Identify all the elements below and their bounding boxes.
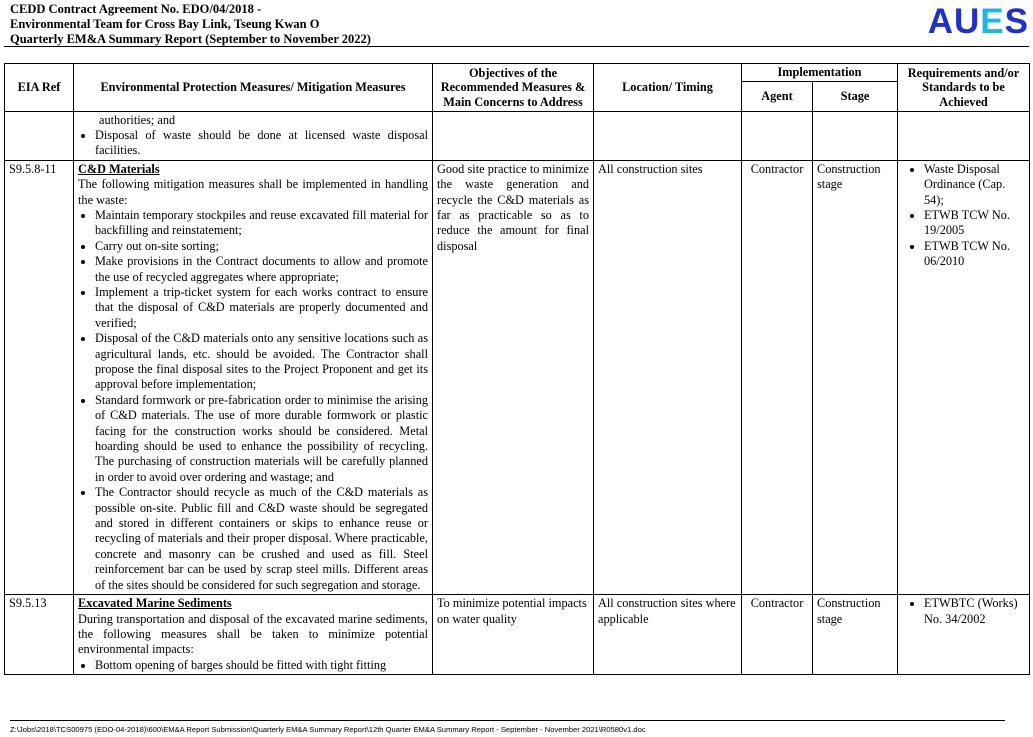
table-row — [5, 160, 1030, 594]
measures-cell — [74, 160, 433, 594]
list-item: • Implement a trip-ticket system for each works contract to ensure that the disposal of C&D materials are properly documented and verified; — [95, 285, 428, 331]
list-item: • Waste Disposal Ordinance (Cap. 54); — [924, 162, 1025, 208]
list-item: • Maintain temporary stockpiles and reuse excavated fill material for backfilling and reinstatement; — [95, 208, 428, 239]
section-intro: During transportation and disposal of the excavated marine sediments, the following measures shall be taken to minimize potential environmental impacts: — [78, 611, 428, 657]
header-line-team: Environmental Team for Cross Bay Link, Tseung Kwan O — [10, 17, 320, 31]
table-row — [5, 111, 1030, 160]
header-stage: Stage — [813, 81, 898, 111]
footer-file-path: Z:\Jobs\2018\TCS00975 (EDO-04-2018)\600\EM&A Report Submission\Quarterly EM&A Summary Report\12th Quarter EM&A Summary Report - September - November 2021\R0580v1.doc — [10, 725, 646, 734]
list-item: • ETWBTC (Works) No. 34/2002 — [924, 596, 1025, 627]
header-measures: Environmental Protection Measures/ Mitigation Measures — [74, 64, 433, 112]
section-intro: The following mitigation measures shall be implemented in handling the waste: — [78, 177, 428, 207]
agent-cell: Contractor — [742, 160, 813, 594]
list-item: • Standard formwork or pre-fabrication order to minimise the arising of C&D materials. The use of more durable formwork or plastic facing for the construction works should be considered. Metal hoarding should be used to enhance the possibility of recycling. The purchasing of construction materials will be carefully planned in order to avoid over ordering and wastage; and — [95, 393, 428, 485]
header-agent: Agent — [742, 81, 813, 111]
list-item: • Disposal of the C&D materials onto any sensitive locations such as agricultural lands, etc. should be avoided. The Contractor shall propose the final disposal sites to the Project Proponent and get its approval before implementation; — [95, 331, 428, 393]
section-title: Excavated Marine Sediments — [78, 596, 232, 611]
list-item: • Bottom opening of barges should be fitted with tight fitting — [95, 658, 428, 673]
objective-cell: To minimize potential impacts on water quality — [433, 595, 594, 675]
header-location: Location/ Timing — [594, 64, 742, 112]
requirements-cell — [898, 595, 1030, 675]
continued-text: authorities; and — [99, 112, 176, 127]
requirements-cell — [898, 160, 1030, 594]
list-item: • The Contractor should recycle as much of the C&D materials as possible on-site. Public fill and C&D waste should be segregated and stored in different containers or skips to enhance reuse or recycling of materials and their proper disposal. Where practicable, concrete and masonry can be crushed and used as fill. Steel reinforcement bar can be used by scrap steel mills. Different areas of the sites should be considered for such segregation and storage. — [95, 485, 428, 593]
header-implementation: Implementation — [742, 64, 898, 82]
measures-cell — [74, 111, 433, 160]
table-row — [5, 595, 1030, 675]
list-item: • Make provisions in the Contract documents to allow and promote the use of recycled aggregates where appropriate; — [95, 254, 428, 285]
header-line-report: Quarterly EM&A Summary Report (September to November 2022) — [10, 32, 371, 46]
header-eia-ref: EIA Ref — [5, 64, 74, 112]
header-divider — [4, 46, 1029, 47]
aues-logo: AUES — [927, 2, 1029, 41]
location-cell: All construction sites — [594, 160, 742, 594]
stage-cell: Construction stage — [813, 595, 898, 675]
eia-ref-cell: S9.5.13 — [5, 595, 74, 675]
footer-divider — [10, 720, 1005, 721]
list-item: • ETWB TCW No. 06/2010 — [924, 239, 1025, 270]
list-item: • Disposal of waste should be done at licensed waste disposal facilities. — [95, 128, 428, 159]
objective-cell: Good site practice to minimize the waste generation and recycle the C&D materials as far as practicable so as to reduce the amount for final disposal — [433, 160, 594, 594]
stage-cell: Construction stage — [813, 160, 898, 594]
header-requirements: Requirements and/or Standards to be Achieved — [898, 64, 1030, 112]
agent-cell: Contractor — [742, 595, 813, 675]
eia-ref-cell: S9.5.8-11 — [5, 160, 74, 594]
header-objectives: Objectives of the Recommended Measures & Main Concerns to Address — [433, 64, 594, 112]
location-cell: All construction sites where applicable — [594, 595, 742, 675]
header-line-contract: CEDD Contract Agreement No. EDO/04/2018 - — [10, 2, 262, 16]
document-header — [10, 2, 371, 47]
list-item: • ETWB TCW No. 19/2005 — [924, 208, 1025, 239]
measures-cell — [74, 595, 433, 675]
section-title: C&D Materials — [78, 161, 160, 176]
list-item: • Carry out on-site sorting; — [95, 239, 428, 254]
mitigation-measures-table — [4, 63, 1030, 675]
